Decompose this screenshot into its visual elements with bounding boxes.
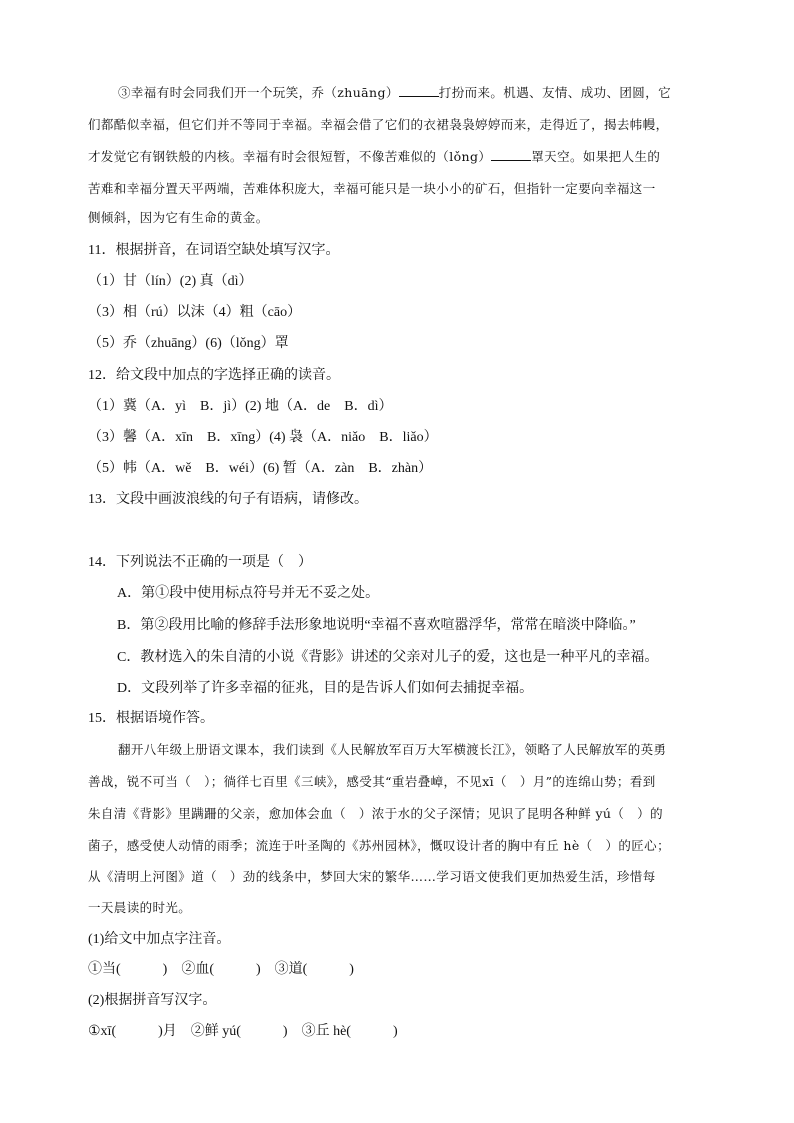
question-14-option-c[interactable]: C．教材选入的朱自清的小说《背影》讲述的父亲对儿子的爱，这也是一种平凡的幸福。 bbox=[117, 650, 659, 665]
passage-line-3-part-a: 才发觉它有钢铁般的内核。幸福有时会很短暂，不像苦难似的（lǒng） bbox=[88, 149, 492, 164]
question-14-title: 14．下列说法不正确的一项是（ ） bbox=[88, 555, 312, 570]
question-11-title: 11．根据拼音，在词语空缺处填写汉字。 bbox=[88, 243, 340, 258]
question-13-title: 13．文段中画波浪线的句子有语病，请修改。 bbox=[88, 492, 368, 507]
passage-line-2: 们都酷似幸福，但它们并不等同于幸福。幸福会借了它们的衣裙袅袅婷婷而来，走得近了，揭去帏幔， bbox=[88, 117, 669, 132]
passage-line-3 bbox=[88, 147, 660, 165]
passage-line-3-part-b: 罩天空。如果把人生的 bbox=[531, 149, 661, 164]
question-12-row-3: （5）帏（A．wě B．wéi）(6) 暂（A．zàn B．zhàn） bbox=[88, 461, 433, 476]
passage-line-1 bbox=[118, 83, 671, 101]
question-11-row-1: （1）甘（lín）(2) 真（dì） bbox=[88, 274, 253, 289]
passage-line-1-part-b: 打扮而来。机遇、友情、成功、团圆，它 bbox=[438, 85, 671, 100]
passage-line-5: 侧倾斜，因为它有生命的黄金。 bbox=[88, 210, 269, 225]
question-12-title: 12．给文段中加点的字选择正确的读音。 bbox=[88, 368, 340, 383]
question-15-context-line-5: 从《清明上河图》道（ ）劲的线条中，梦回大宋的繁华……学习语文使我们更加热爱生活，珍惜每 bbox=[88, 869, 656, 884]
question-15-context-line-1: 翻开八年级上册语文课本，我们读到《人民解放军百万大军横渡长江》，领略了人民解放军的英勇 bbox=[118, 742, 667, 757]
answer-blank[interactable] bbox=[399, 84, 439, 97]
passage-line-4: 苦难和幸福分置天平两端，苦难体积庞大，幸福可能只是一块小小的矿石，但指针一定要向幸福这一 bbox=[88, 181, 656, 196]
passage-line-1-part-a: ③幸福有时会同我们开一个玩笑，乔（zhuāng） bbox=[118, 85, 399, 100]
question-15-subquestion-1-blanks[interactable]: ①当( ) ②血( ) ③道( ) bbox=[88, 962, 354, 977]
question-12-row-2: （3）馨（A．xīn B．xīng）(4) 袅（A．niǎo B．liǎo） bbox=[88, 430, 438, 445]
question-11-row-3: （5）乔（zhuāng）(6)（lǒng）罩 bbox=[88, 336, 289, 351]
question-14-option-a[interactable]: A．第①段中使用标点符号并无不妥之处。 bbox=[117, 586, 380, 601]
question-15-subquestion-2: (2)根据拼音写汉字。 bbox=[88, 993, 217, 1008]
question-15-context-line-3: 朱自清《背影》里蹒跚的父亲，愈加体会血（ ）浓于水的父子深情；见识了昆明各种鲜 yú（ ）的 bbox=[88, 806, 663, 821]
question-11-row-2: （3）相（rú）以沫（4）粗（cāo） bbox=[88, 305, 302, 320]
question-15-subquestion-1: (1)给文中加点字注音。 bbox=[88, 932, 231, 947]
question-15-subquestion-2-blanks[interactable]: ①xī( )月 ②鲜 yú( ) ③丘 hè( ) bbox=[88, 1024, 398, 1039]
answer-blank[interactable] bbox=[491, 148, 531, 161]
question-15-title: 15．根据语境作答。 bbox=[88, 711, 214, 726]
question-15-context-line-6: 一天晨读的时光。 bbox=[88, 900, 192, 915]
question-15-context-line-2: 善战，锐不可当（ ）；徜徉七百里《三峡》，感受其“重岩叠嶂，不见xī（ ）月”的连绵山势；看到 bbox=[88, 774, 656, 789]
question-12-row-1: （1）冀（A．yì B．jì）(2) 地（A．de B．dì） bbox=[88, 399, 393, 414]
question-15-context-line-4: 菌子，感受使人动情的雨季；流连于叶圣陶的《苏州园林》，慨叹设计者的胸中有丘 hè（ ）的匠心； bbox=[88, 838, 670, 853]
question-14-option-b[interactable]: B．第②段用比喻的修辞手法形象地说明“幸福不喜欢喧嚣浮华，常常在暗淡中降临。” bbox=[117, 618, 636, 633]
question-14-option-d[interactable]: D．文段列举了许多幸福的征兆，目的是告诉人们如何去捕捉幸福。 bbox=[117, 681, 534, 696]
